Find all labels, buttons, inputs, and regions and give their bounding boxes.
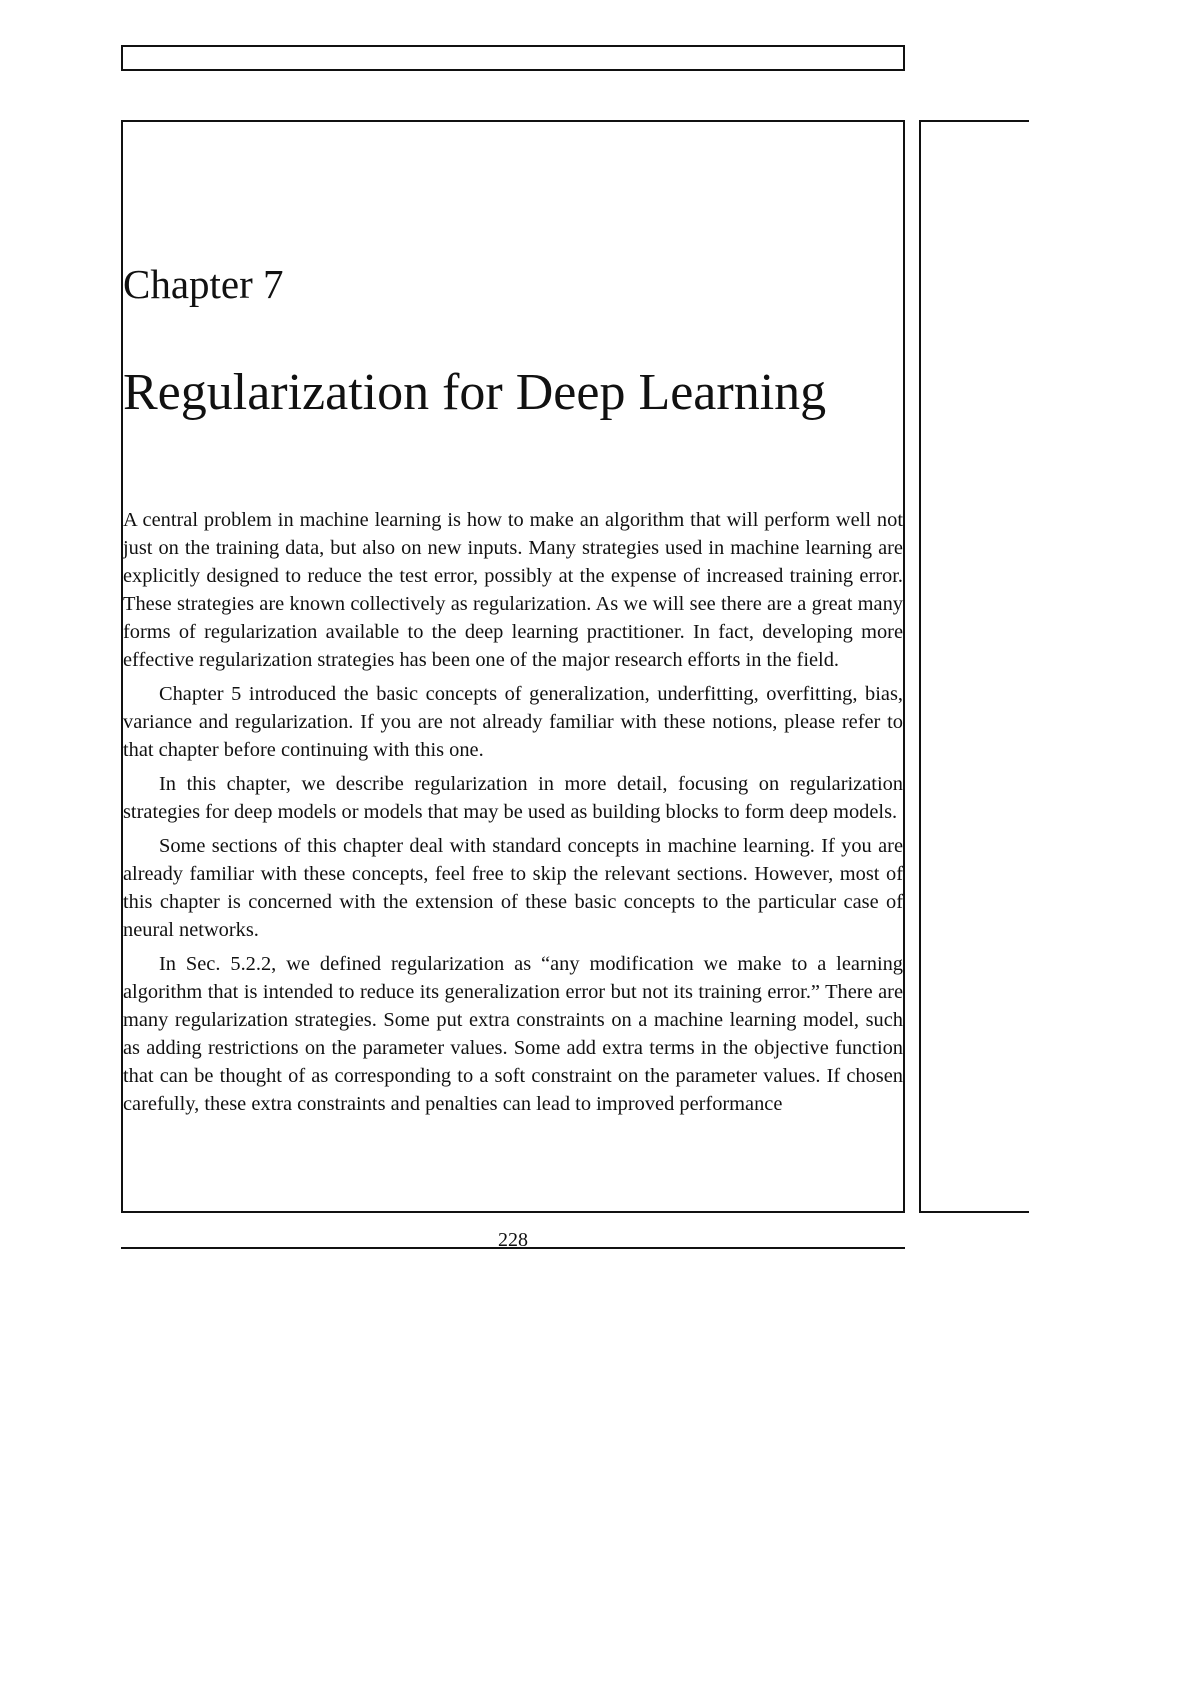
header-frame	[121, 45, 905, 71]
page-number: 228	[498, 1229, 528, 1251]
paragraph: Chapter 5 introduced the basic concepts of generalization, underfitting, overfitting, bias, variance and regularization. If you are not already familiar with these notions, please refer to that chapter before continuing with this one.	[123, 683, 903, 761]
paragraph-intro: A central problem in machine learning is how to make an algorithm that will perform well not just on the training data, but also on new inputs. Many strategies used in machine learning are explicitly designed to reduce the test error, possibly at the expense of increased training error. These strategies are known collectively as regularization. As we will see there are a great many forms of regularization available to the deep learning practitioner. In fact, developing more effective regularization strategies has been one of the major research efforts in the field.	[123, 509, 903, 671]
text-frame	[121, 120, 905, 1213]
footer-rule	[121, 1247, 905, 1249]
chapter-title: Regularization for Deep Learning	[123, 364, 827, 421]
paragraph: Some sections of this chapter deal with standard concepts in machine learning. If you are already familiar with these concepts, feel free to skip the relevant sections. However, most of this chapter is concerned with the extension of these basic concepts to the particular case of neural networks.	[123, 835, 903, 941]
chapter-label: Chapter 7	[123, 261, 284, 307]
paragraph: In this chapter, we describe regularization in more detail, focusing on regularization strategies for deep models or models that may be used as building blocks to form deep models.	[123, 773, 903, 823]
paragraph: In Sec. 5.2.2, we defined regularization as “any modification we make to a learning algorithm that is intended to reduce its generalization error but not its training error.” There are many regularization strategies. Some put extra constraints on a machine learning model, such as adding restrictions on the parameter values. Some add extra terms in the objective function that can be thought of as corresponding to a soft constraint on the parameter values. If chosen carefully, these extra constraints and penalties can lead to improved performance	[123, 953, 903, 1115]
margin-note-frame	[919, 120, 1029, 1213]
chapter-body	[123, 506, 903, 1124]
